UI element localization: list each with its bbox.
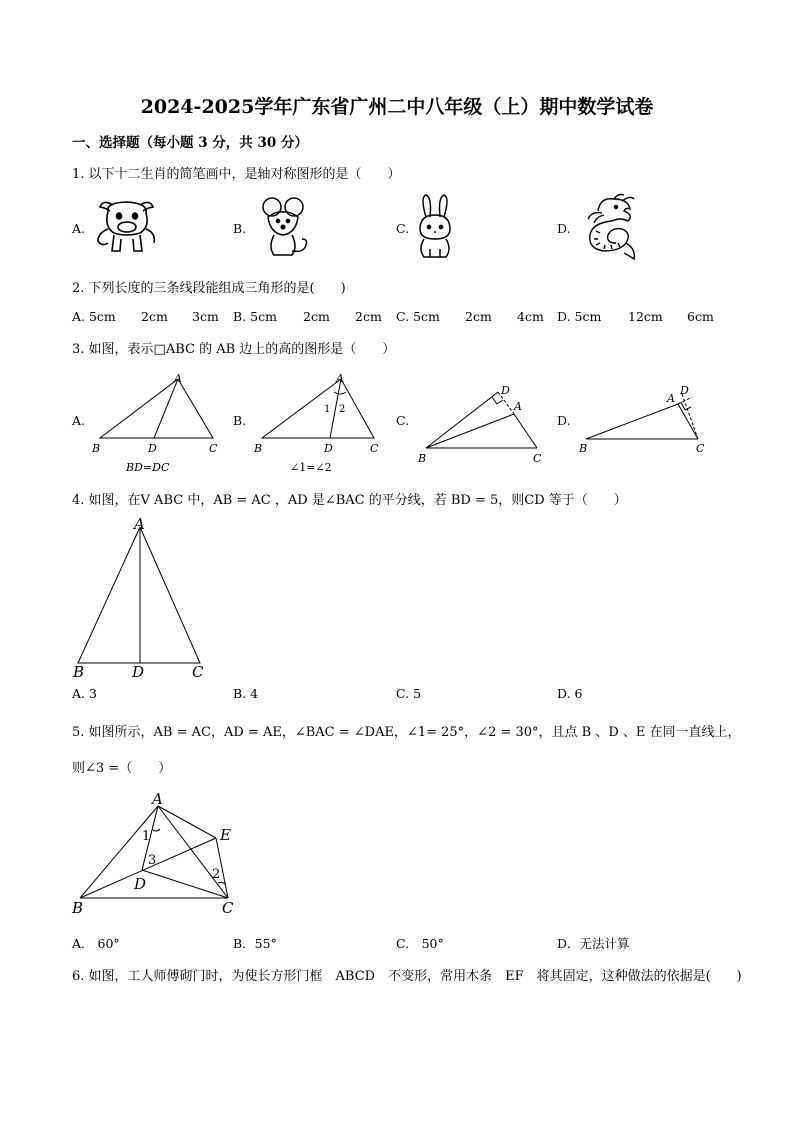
- q2-option-b-3: 2cm: [355, 309, 382, 324]
- q3-option-d: D.: [557, 413, 571, 428]
- label-d: D: [132, 663, 145, 681]
- question-6-stem: 6. 如图，工人师傅砌门时，为使长方形门框 ABCD 不变形，常用木条 EF 将其固定，这种做法的依据是( ): [72, 969, 742, 984]
- q2-option-b-2: 2cm: [303, 309, 330, 324]
- label-d: D: [148, 442, 157, 455]
- label-a: A: [174, 372, 182, 385]
- question-4-stem: 4. 如图，在V ABC 中，AB = AC ，AD 是∠BAC 的平分线，若 BD = 5，则CD 等于（ ）: [72, 493, 627, 508]
- q2-option-c-2: 2cm: [465, 309, 492, 324]
- label-b: B: [418, 452, 427, 465]
- section-heading: 一、选择题（每小题 3 分，共 30 分）: [72, 135, 308, 151]
- angle-1: 1: [324, 404, 331, 415]
- label-b: B: [73, 663, 85, 681]
- label-c: C: [192, 663, 204, 681]
- q3-option-a: A.: [72, 413, 86, 428]
- caption-angle-equal: ∠1=∠2: [290, 461, 332, 474]
- q2-option-d-3: 6cm: [687, 309, 714, 324]
- label-b: B: [579, 442, 588, 455]
- q3-figure-c: [412, 380, 562, 470]
- q2-option-c-3: 4cm: [517, 309, 544, 324]
- q2-option-c-1: C. 5cm: [396, 309, 440, 324]
- q5-option-d: D．无法计算: [557, 936, 630, 951]
- mouse-icon: [250, 193, 318, 259]
- q3-option-c: C.: [396, 413, 410, 428]
- angle-3: 3: [148, 853, 157, 868]
- angle-1: 1: [142, 829, 151, 844]
- q2-option-a-3: 3cm: [192, 309, 219, 324]
- label-d: D: [501, 384, 510, 397]
- label-d: D: [134, 875, 147, 893]
- rabbit-icon: [410, 193, 460, 261]
- label-c: C: [209, 442, 218, 455]
- q5-option-a: A. 60°: [72, 936, 120, 951]
- q3-option-b: B.: [233, 413, 247, 428]
- question-2-stem: 2. 下列长度的三条线段能组成三角形的是( ): [72, 281, 346, 296]
- ox-icon: [88, 193, 170, 259]
- q5-option-b: B．55°: [233, 936, 277, 951]
- label-a: A: [134, 515, 145, 533]
- q1-option-a: A.: [72, 221, 86, 236]
- q1-option-b: B.: [233, 221, 247, 236]
- q3-figure-a: [88, 370, 228, 476]
- label-b: B: [72, 899, 84, 917]
- q2-option-a-1: A. 5cm: [72, 309, 116, 324]
- label-e: E: [220, 826, 231, 844]
- q4-option-a: A. 3: [72, 686, 97, 701]
- q2-option-d-1: D. 5cm: [557, 309, 602, 324]
- q4-option-c: C. 5: [396, 686, 422, 701]
- q2-option-a-2: 2cm: [141, 309, 168, 324]
- label-b: B: [92, 442, 101, 455]
- label-c: C: [222, 899, 234, 917]
- angle-2: 2: [212, 867, 221, 882]
- dragon-icon: [578, 193, 642, 263]
- q2-option-d-2: 12cm: [628, 309, 663, 324]
- label-a: A: [336, 372, 344, 385]
- label-d: D: [680, 384, 689, 397]
- q1-option-c: C.: [396, 221, 410, 236]
- q4-option-b: B. 4: [233, 686, 259, 701]
- label-b: B: [254, 442, 263, 455]
- label-c: C: [370, 442, 379, 455]
- label-a: A: [152, 790, 163, 808]
- caption-bd-dc: BD=DC: [126, 461, 170, 474]
- label-a: A: [514, 400, 522, 413]
- q5-figure: [68, 787, 248, 922]
- q2-option-b-1: B. 5cm: [233, 309, 277, 324]
- question-5-stem-2: 则∠3 =（ ）: [72, 761, 172, 776]
- q5-option-c: C. 50°: [396, 936, 444, 951]
- label-c: C: [696, 442, 705, 455]
- q3-figure-b: [250, 370, 390, 476]
- q4-option-d: D. 6: [557, 686, 583, 701]
- question-5-stem: 5. 如图所示，AB = AC，AD = AE，∠BAC = ∠DAE，∠1= 25°，∠2 = 30°，且点 B 、D 、E 在同一直线上，: [72, 725, 741, 740]
- q1-option-d: D.: [557, 221, 571, 236]
- q4-figure: [70, 513, 220, 683]
- page-title: 2024-2025学年广东省广州二中八年级（上）期中数学试卷: [140, 96, 654, 118]
- q3-figure-d: [576, 380, 716, 470]
- label-d: D: [324, 442, 333, 455]
- angle-2: 2: [339, 404, 346, 415]
- question-1-stem: 1. 以下十二生肖的简笔画中，是轴对称图形的是（ ）: [72, 167, 401, 182]
- label-c: C: [533, 452, 542, 465]
- question-3-stem: 3. 如图，表示□ABC 的 AB 边上的高的图形是（ ）: [72, 342, 396, 357]
- label-a: A: [667, 392, 675, 405]
